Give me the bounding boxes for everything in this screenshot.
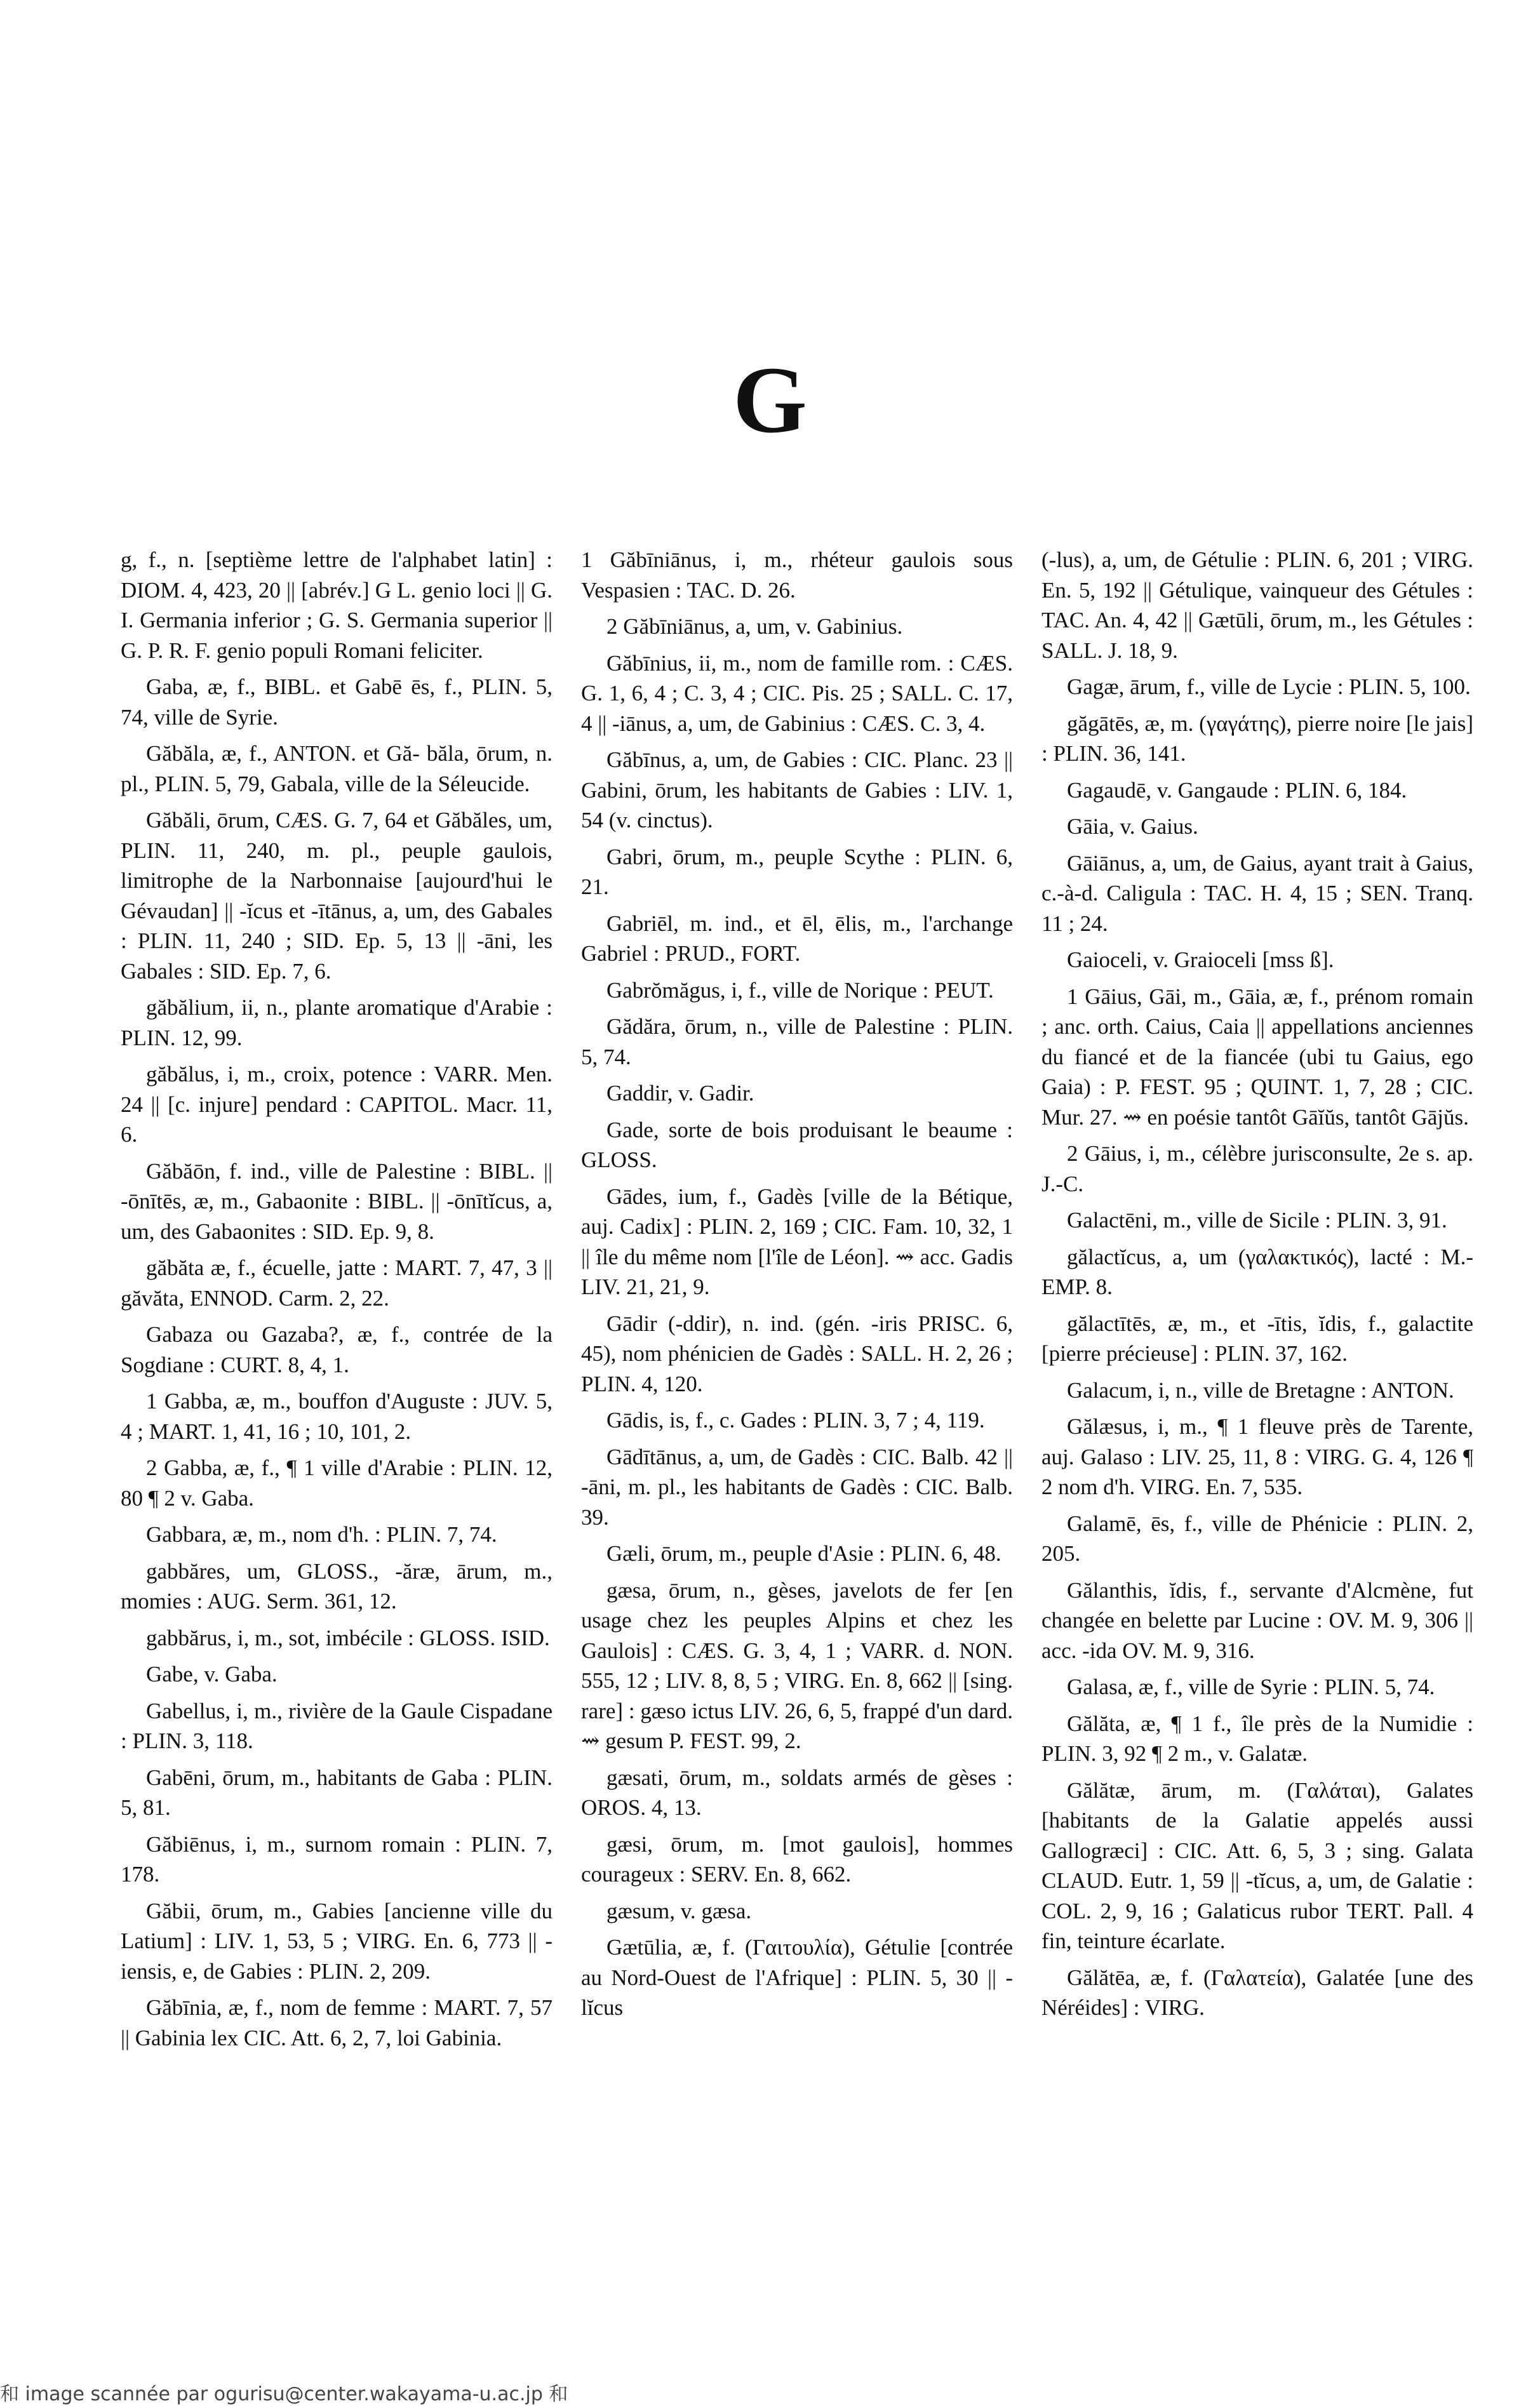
dictionary-entry: găbălus, i, m., croix, potence : VARR. Men. 24 || [c. injure] pendard : CAPITOL. Macr. 11, 6. bbox=[121, 1062, 552, 1147]
dictionary-entry: 1 Gabba, æ, m., bouffon d'Auguste : JUV. 5, 4 ; MART. 1, 41, 16 ; 10, 101, 2. bbox=[121, 1389, 552, 1444]
scan-credit-footer: 和 image scannée par ogurisu@center.wakayama-u.ac.jp 和 bbox=[0, 2383, 568, 2405]
dictionary-entry: Gagæ, ārum, f., ville de Lycie : PLIN. 5, 100. bbox=[1067, 674, 1471, 699]
dictionary-entry: Gaioceli, v. Graioceli [mss ß]. bbox=[1067, 947, 1334, 972]
dictionary-entry: gæsum, v. gæsa. bbox=[606, 1898, 752, 1923]
column-middle bbox=[581, 545, 1013, 2336]
dictionary-entry: Găbii, ōrum, m., Gabies [ancienne ville du Latium] : LIV. 1, 53, 5 ; VIRG. En. 6, 773 || -iensis, e, de Gabies : PLIN. 2, 209. bbox=[121, 1898, 552, 1984]
dictionary-entry: 2 Gabba, æ, f., ¶ 1 ville d'Arabie : PLIN. 12, 80 ¶ 2 v. Gaba. bbox=[121, 1455, 552, 1511]
dictionary-entry: gæsa, ōrum, n., gèses, javelots de fer [en usage chez les peuples Alpins et chez les Gaulois] : CÆS. G. 3, 4, 1 ; VARR. d. NON. 555, 12 ; LIV. 8, 8, 5 ; VIRG. En. 8, 662 || [sing. rare] : gæso ictus LIV. 26, 6, 5, frappé d'un dard. ⇝ gesum P. FEST. 99, 2. bbox=[581, 1577, 1013, 1753]
column-left bbox=[121, 545, 552, 2336]
dictionary-entry: Galacum, i, n., ville de Bretagne : ANTON. bbox=[1067, 1377, 1454, 1403]
dictionary-entry: Gălanthis, ĭdis, f., servante d'Alcmène, fut changée en belette par Lucine : OV. M. 9, 306 || acc. -ida OV. M. 9, 316. bbox=[1041, 1577, 1473, 1663]
dictionary-entry: Gādis, is, f., c. Gades : PLIN. 3, 7 ; 4, 119. bbox=[606, 1408, 985, 1433]
dictionary-entry: Gălătæ, ārum, m. (Γαλάται), Galates [habitants de la Galatie appelés aussi Gallogræci] : CIC. Att. 6, 5, 3 ; sing. Galata CLAUD. Eutr. 1, 59 || -tĭcus, a, um, de Galatie : COL. 2, 9, 16 ; Galaticus rubor TERT. Pall. 4 fin, teinture écarlate. bbox=[1041, 1777, 1473, 1953]
dictionary-entry: Gādes, ium, f., Gadès [ville de la Bétique, auj. Cadix] : PLIN. 2, 169 ; CIC. Fam. 10, 32, 1 || île du même nom [l'île de Léon]. ⇝ acc. Gadis LIV. 21, 21, 9. bbox=[581, 1184, 1013, 1299]
dictionary-entry: g, f., n. [septième lettre de l'alphabet latin] : DIOM. 4, 423, 20 || [abrév.] G L. genio loci || G. I. Germania inferior ; G. S. Germania superior || G. P. R. F. genio populi Romani feliciter. bbox=[121, 547, 552, 663]
dictionary-entry: Găbăla, æ, f., ANTON. et Gă- băla, ōrum, n. pl., PLIN. 5, 79, Gabala, ville de la Séleucide. bbox=[121, 741, 552, 796]
dictionary-entry: găgātēs, æ, m. (γαγάτης), pierre noire [le jais] : PLIN. 36, 141. bbox=[1041, 711, 1473, 766]
dictionary-entry: gabbăres, um, GLOSS., -ăræ, ārum, m., momies : AUG. Serm. 361, 12. bbox=[121, 1558, 552, 1614]
dictionary-entry: Gabe, v. Gaba. bbox=[146, 1662, 278, 1687]
dictionary-entry: găbălium, ii, n., plante aromatique d'Arabie : PLIN. 12, 99. bbox=[121, 995, 552, 1050]
dictionary-entry: Gălăta, æ, ¶ 1 f., île près de la Numidie : PLIN. 3, 92 ¶ 2 m., v. Galatæ. bbox=[1041, 1711, 1473, 1766]
dictionary-entry: gălactītēs, æ, m., et -ītis, ĭdis, f., galactite [pierre précieuse] : PLIN. 37, 162. bbox=[1041, 1311, 1473, 1366]
dictionary-entry: Gaba, æ, f., BIBL. et Gabē ēs, f., PLIN. 5, 74, ville de Syrie. bbox=[121, 674, 552, 730]
dictionary-entry: Gabēni, ōrum, m., habitants de Gaba : PLIN. 5, 81. bbox=[121, 1765, 552, 1820]
dictionary-entry: Gāia, v. Gaius. bbox=[1067, 814, 1198, 839]
dictionary-entry: Gabbara, æ, m., nom d'h. : PLIN. 7, 74. bbox=[146, 1522, 497, 1547]
dictionary-columns bbox=[121, 545, 1473, 2336]
page-letter: G bbox=[733, 347, 807, 453]
dictionary-entry: Gabellus, i, m., rivière de la Gaule Cispadane : PLIN. 3, 118. bbox=[121, 1698, 552, 1753]
dictionary-entry: Găbiēnus, i, m., surnom romain : PLIN. 7, 178. bbox=[121, 1831, 552, 1887]
dictionary-entry: Gāiānus, a, um, de Gaius, ayant trait à Gaius, c.-à-d. Caligula : TAC. H. 4, 15 ; SEN. Tranq. 11 ; 24. bbox=[1041, 850, 1473, 936]
dictionary-entry: Galasa, æ, f., ville de Syrie : PLIN. 5, 74. bbox=[1067, 1674, 1435, 1699]
dictionary-entry: Gălătēa, æ, f. (Γαλατεία), Galatée [une des Néréides] : VIRG. bbox=[1041, 1965, 1473, 2020]
dictionary-entry: Gagaudē, v. Gangaude : PLIN. 6, 184. bbox=[1067, 777, 1407, 803]
dictionary-entry: Gādītānus, a, um, de Gadès : CIC. Balb. 42 || -āni, m. pl., les habitants de Gadès : CIC. Balb. 39. bbox=[581, 1444, 1013, 1530]
dictionary-entry: Gabriēl, m. ind., et ēl, ēlis, m., l'archange Gabriel : PRUD., FORT. bbox=[581, 911, 1013, 966]
dictionary-entry: Gălæsus, i, m., ¶ 1 fleuve près de Tarente, auj. Galaso : LIV. 25, 11, 8 : VIRG. G. 4, 126 ¶ 2 nom d'h. VIRG. En. 7, 535. bbox=[1041, 1414, 1473, 1499]
dictionary-entry: gæsati, ōrum, m., soldats armés de gèses : OROS. 4, 13. bbox=[581, 1765, 1013, 1820]
dictionary-entry: Galactēni, m., ville de Sicile : PLIN. 3, 91. bbox=[1067, 1208, 1447, 1233]
dictionary-entry: Găbīnius, ii, m., nom de famille rom. : CÆS. G. 1, 6, 4 ; C. 3, 4 ; CIC. Pis. 25 ; SALL. C. 17, 4 || -iānus, a, um, de Gabinius : CÆS. C. 3, 4. bbox=[581, 650, 1013, 736]
dictionary-entry: Gæli, ōrum, m., peuple d'Asie : PLIN. 6, 48. bbox=[606, 1541, 1001, 1566]
dictionary-entry: Găbīnus, a, um, de Gabies : CIC. Planc. 23 || Gabini, ōrum, les habitants de Gabies : LIV. 1, 54 (v. cinctus). bbox=[581, 747, 1013, 832]
dictionary-entry: gălactĭcus, a, um (γαλακτικός), lacté : M.-EMP. 8. bbox=[1041, 1244, 1473, 1299]
dictionary-entry: Găbīnia, æ, f., nom de femme : MART. 7, 57 || Gabinia lex CIC. Att. 6, 2, 7, loi Gabinia. bbox=[121, 1995, 552, 2050]
dictionary-entry: Găbăōn, f. ind., ville de Palestine : BIBL. || -ōnītēs, æ, m., Gabaonite : BIBL. || -ōnītĭcus, a, um, des Gabaonites : SID. Ep. 9, 8. bbox=[121, 1158, 552, 1244]
dictionary-entry: Gætūlia, æ, f. (Γαιτουλία), Gétulie [contrée au Nord-Ouest de l'Afrique] : PLIN. 5, 30 || -lĭcus bbox=[581, 1935, 1013, 2020]
column-right bbox=[1041, 545, 1473, 2336]
dictionary-entry: Gabaza ou Gazaba?, æ, f., contrée de la Sogdiane : CURT. 8, 4, 1. bbox=[121, 1322, 552, 1377]
dictionary-entry: 1 Gāius, Gāi, m., Gāia, æ, f., prénom romain ; anc. orth. Caius, Caia || appellations anciennes du fiancé et de la fiancée (ubi tu Gaius, ego Gaia) : P. FEST. 95 ; QUINT. 1, 7, 28 ; CIC. Mur. 27. ⇝ en poésie tantôt Gāĭŭs, tantôt Gājŭs. bbox=[1041, 984, 1473, 1130]
dictionary-entry: gabbărus, i, m., sot, imbécile : GLOSS. ISID. bbox=[146, 1625, 550, 1650]
dictionary-entry: Gabri, ōrum, m., peuple Scythe : PLIN. 6, 21. bbox=[581, 844, 1013, 899]
dictionary-entry: 2 Gāius, i, m., célèbre jurisconsulte, 2e s. ap. J.-C. bbox=[1041, 1141, 1473, 1196]
dictionary-entry: Galamē, ēs, f., ville de Phénicie : PLIN. 2, 205. bbox=[1041, 1511, 1473, 1566]
dictionary-entry: Gabrŏmăgus, i, f., ville de Norique : PEUT. bbox=[606, 977, 994, 1003]
dictionary-entry: 1 Găbīniānus, i, m., rhéteur gaulois sous Vespasien : TAC. D. 26. bbox=[581, 547, 1013, 603]
dictionary-entry: Gade, sorte de bois produisant le beaume : GLOSS. bbox=[581, 1117, 1013, 1172]
dictionary-entry: găbăta æ, f., écuelle, jatte : MART. 7, 47, 3 || găvăta, ENNOD. Carm. 2, 22. bbox=[121, 1255, 552, 1311]
dictionary-entry: (-lus), a, um, de Gétulie : PLIN. 6, 201 ; VIRG. En. 5, 192 || Gétulique, vainqueur des Gétules : TAC. An. 4, 42 || Gætūli, ōrum, m., les Gétules : SALL. J. 18, 9. bbox=[1041, 547, 1473, 663]
dictionary-entry: Găbăli, ōrum, CÆS. G. 7, 64 et Găbăles, um, PLIN. 11, 240, m. pl., peuple gaulois, limitrophe de la Narbonnaise [aujourd'hui le Gévaudan] || -ĭcus et -ītānus, a, um, des Gabales : PLIN. 11, 240 ; SID. Ep. 5, 13 || -āni, les Gabales : SID. Ep. 7, 6. bbox=[121, 808, 552, 984]
dictionary-entry: Gădăra, ōrum, n., ville de Palestine : PLIN. 5, 74. bbox=[581, 1014, 1013, 1069]
dictionary-entry: Gaddir, v. Gadir. bbox=[606, 1081, 754, 1106]
dictionary-entry: 2 Găbīniānus, a, um, v. Gabinius. bbox=[606, 614, 903, 639]
dictionary-entry: gæsi, ōrum, m. [mot gaulois], hommes courageux : SERV. En. 8, 662. bbox=[581, 1831, 1013, 1887]
dictionary-entry: Gādir (-ddir), n. ind. (gén. -iris PRISC. 6, 45), nom phénicien de Gadès : SALL. H. 2, 26 ; PLIN. 4, 120. bbox=[581, 1311, 1013, 1396]
